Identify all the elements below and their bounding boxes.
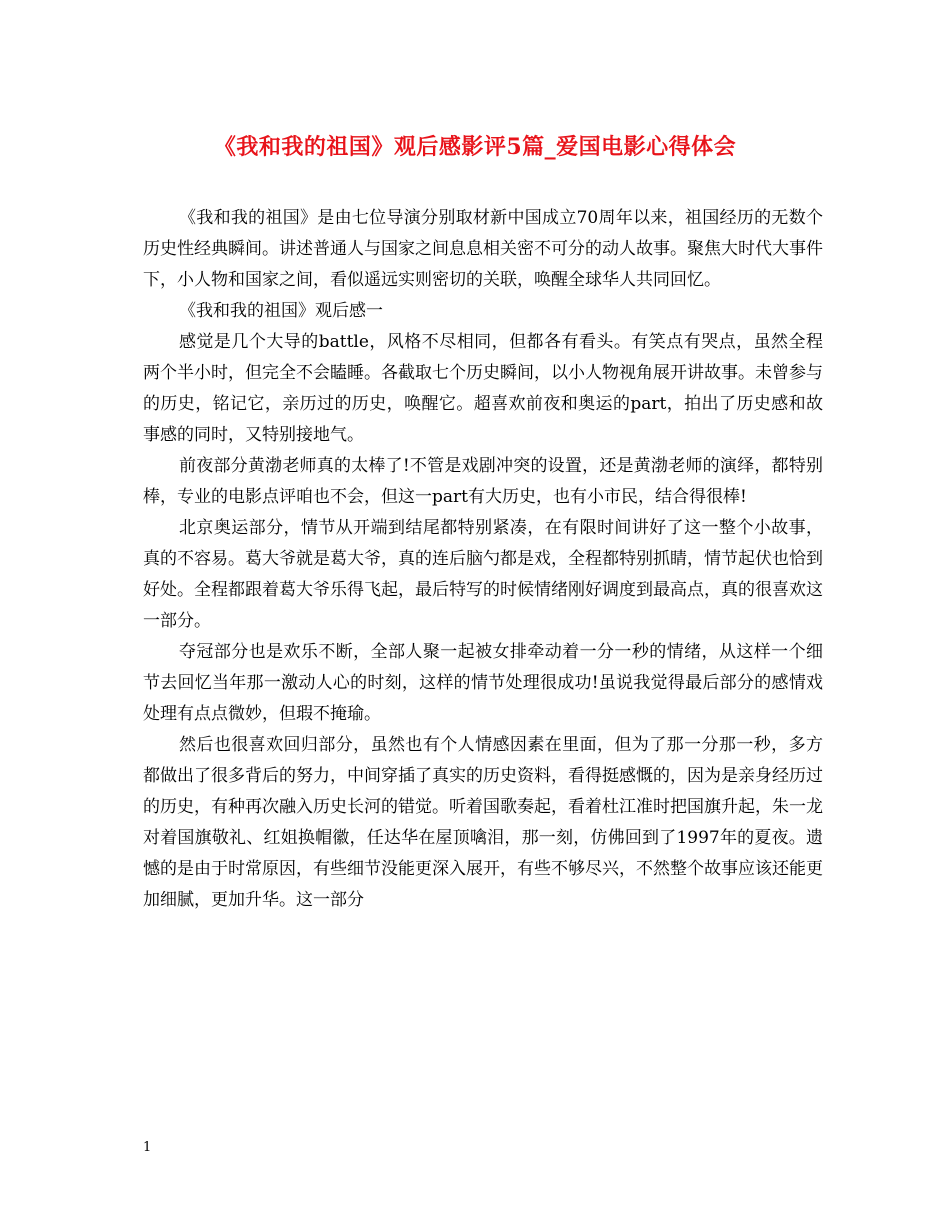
page-title: 《我和我的祖国》观后感影评5篇_爱国电影心得体会 xyxy=(213,134,737,160)
body-paragraph: 夺冠部分也是欢乐不断，全部人聚一起被女排牵动着一分一秒的情绪，从这样一个细节去回忆当年那一激动人心的时刻，这样的情节处理很成功!虽说我觉得最后部分的感情戏处理有点点微妙，但瑕不掩瑜。 xyxy=(143,642,823,724)
body-paragraph: 然后也很喜欢回归部分，虽然也有个人情感因素在里面，但为了那一分那一秒，多方都做出了很多背后的努力，中间穿插了真实的历史资料，看得挺感慨的，因为是亲身经历过的历史，有种再次融入历史长河的错觉。听着国歌奏起，看着杜江准时把国旗升起，朱一龙对着国旗敬礼、红姐换帽徽，任达华在屋顶噙泪，那一刻，仿佛回到了1997年的夏夜。遗憾的是由于时常原因，有些细节没能更深入展开，有些不够尽兴，不然整个故事应该还能更加细腻，更加升华。这一部分 xyxy=(143,735,823,910)
body-paragraph: 北京奥运部分，情节从开端到结尾都特别紧凑，在有限时间讲好了这一整个小故事，真的不容易。葛大爷就是葛大爷，真的连后脑勺都是戏，全程都特别抓睛，情节起伏也恰到好处。全程都跟着葛大爷乐得飞起，最后特写的时候情绪刚好调度到最高点，真的很喜欢这一部分。 xyxy=(143,518,823,631)
intro-paragraph: 《我和我的祖国》是由七位导演分别取材新中国成立70周年以来，祖国经历的无数个历史性经典瞬间。讲述普通人与国家之间息息相关密不可分的动人故事。聚焦大时代大事件下，小人物和国家之间，看似遥远实则密切的关联，唤醒全球华人共同回忆。 xyxy=(143,208,823,290)
section-heading: 《我和我的祖国》观后感一 xyxy=(179,301,383,321)
page-number: 1 xyxy=(143,1140,152,1155)
body-paragraph: 前夜部分黄渤老师真的太棒了!不管是戏剧冲突的设置，还是黄渤老师的演绎，都特别棒，专业的电影点评咱也不会，但这一part有大历史，也有小市民，结合得很棒! xyxy=(143,456,823,507)
document-body xyxy=(143,203,823,916)
body-paragraph: 感觉是几个大导的battle，风格不尽相同，但都各有看头。有笑点有哭点，虽然全程两个半小时，但完全不会瞌睡。各截取七个历史瞬间，以小人物视角展开讲故事。未曾参与的历史，铭记它，亲历过的历史，唤醒它。超喜欢前夜和奥运的part，拍出了历史感和故事感的同时，又特别接地气。 xyxy=(143,332,823,445)
